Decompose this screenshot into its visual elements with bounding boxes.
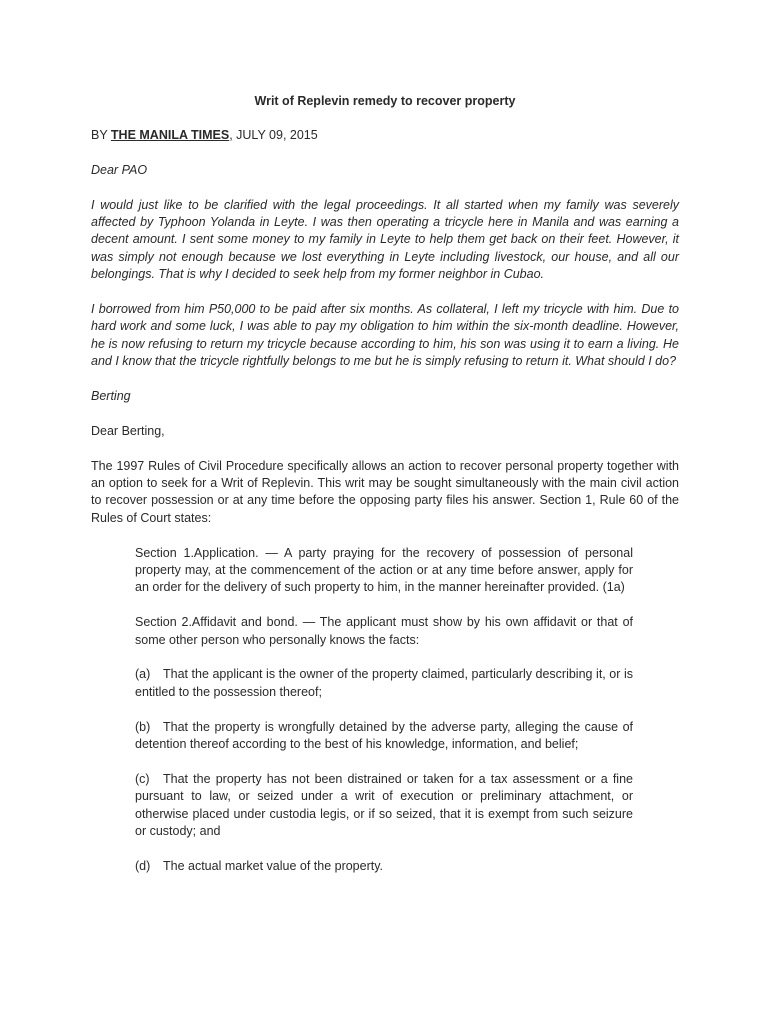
- list-item: [135, 666, 633, 701]
- document-title: Writ of Replevin remedy to recover property: [254, 94, 516, 108]
- publisher-link[interactable]: THE MANILA TIMES: [110, 128, 230, 143]
- list-item-text: That the property is wrongfully detained by the adverse party, alleging the cause of detention thereof according to the best of his knowledge, information, and belief;: [135, 719, 633, 752]
- document-body: [91, 93, 679, 893]
- byline: [91, 127, 679, 144]
- letter-paragraph-1: I would just like to be clarified with the legal proceedings. It all started when my family was severely affected by Typhoon Yolanda in Leyte. I was then operating a tricycle here in Manila and was earning a decent amount. I sent some money to my family in Leyte to help them get back on their feet. However, it was simply not enough because we lost everything in Leyte including livestock, our house, and all our belongings. That is why I decided to seek help from my former neighbor in Cubao.: [91, 197, 679, 282]
- byline-prefix: BY: [91, 128, 111, 143]
- list-item-text: The actual market value of the property.: [163, 858, 384, 873]
- list-item-label: (a): [135, 667, 151, 682]
- section-2-quote: Section 2.Affidavit and bond. — The applicant must show by his own affidavit or that of some other person who personally knows the facts:: [135, 615, 633, 647]
- list-item: [135, 771, 633, 841]
- byline-date: , JULY 09, 2015: [229, 128, 318, 143]
- reply-intro-paragraph: The 1997 Rules of Civil Procedure specifically allows an action to recover personal property together with an option to seek for a Writ of Replevin. This writ may be sought simultaneously with the main civil action to recover possession or at any time before the opposing party files his answer. Section 1, Rule 60 of the Rules of Court states:: [91, 458, 679, 525]
- letter-paragraph-2: I borrowed from him P50,000 to be paid after six months. As collateral, I left my tricycle with him. Due to hard work and some luck, I was able to pay my obligation to him within the six-month deadline. However, he is now refusing to return my tricycle because according to him, his son was using it to earn a living. He and I know that the tricycle rightfully belongs to me but he is simply refusing to return it. What should I do?: [91, 302, 679, 369]
- list-item: [135, 719, 633, 754]
- letter-salutation: Dear PAO: [91, 162, 148, 177]
- list-item-text: That the property has not been distrained or taken for a tax assessment or a fine pursuant to law, or seized under a writ of execution or preliminary attachment, or otherwise placed under custodia legis, or if so seized, that it is exempt from such seizure or custody; and: [135, 771, 633, 839]
- reply-salutation: Dear Berting,: [91, 423, 165, 438]
- list-item-label: (c): [135, 771, 150, 786]
- letter-signoff: Berting: [91, 389, 131, 404]
- section-1-quote: Section 1.Application. — A party praying for the recovery of possession of personal property may, at the commencement of the action or at any time before answer, apply for an order for the delivery of such property to him, in the manner hereinafter provided. (1a): [135, 545, 633, 595]
- list-item: [135, 858, 633, 875]
- list-item-label: (d): [135, 858, 151, 873]
- list-item-label: (b): [135, 719, 151, 734]
- list-item-text: That the applicant is the owner of the property claimed, particularly describing it, or is entitled to the possession thereof;: [135, 667, 633, 699]
